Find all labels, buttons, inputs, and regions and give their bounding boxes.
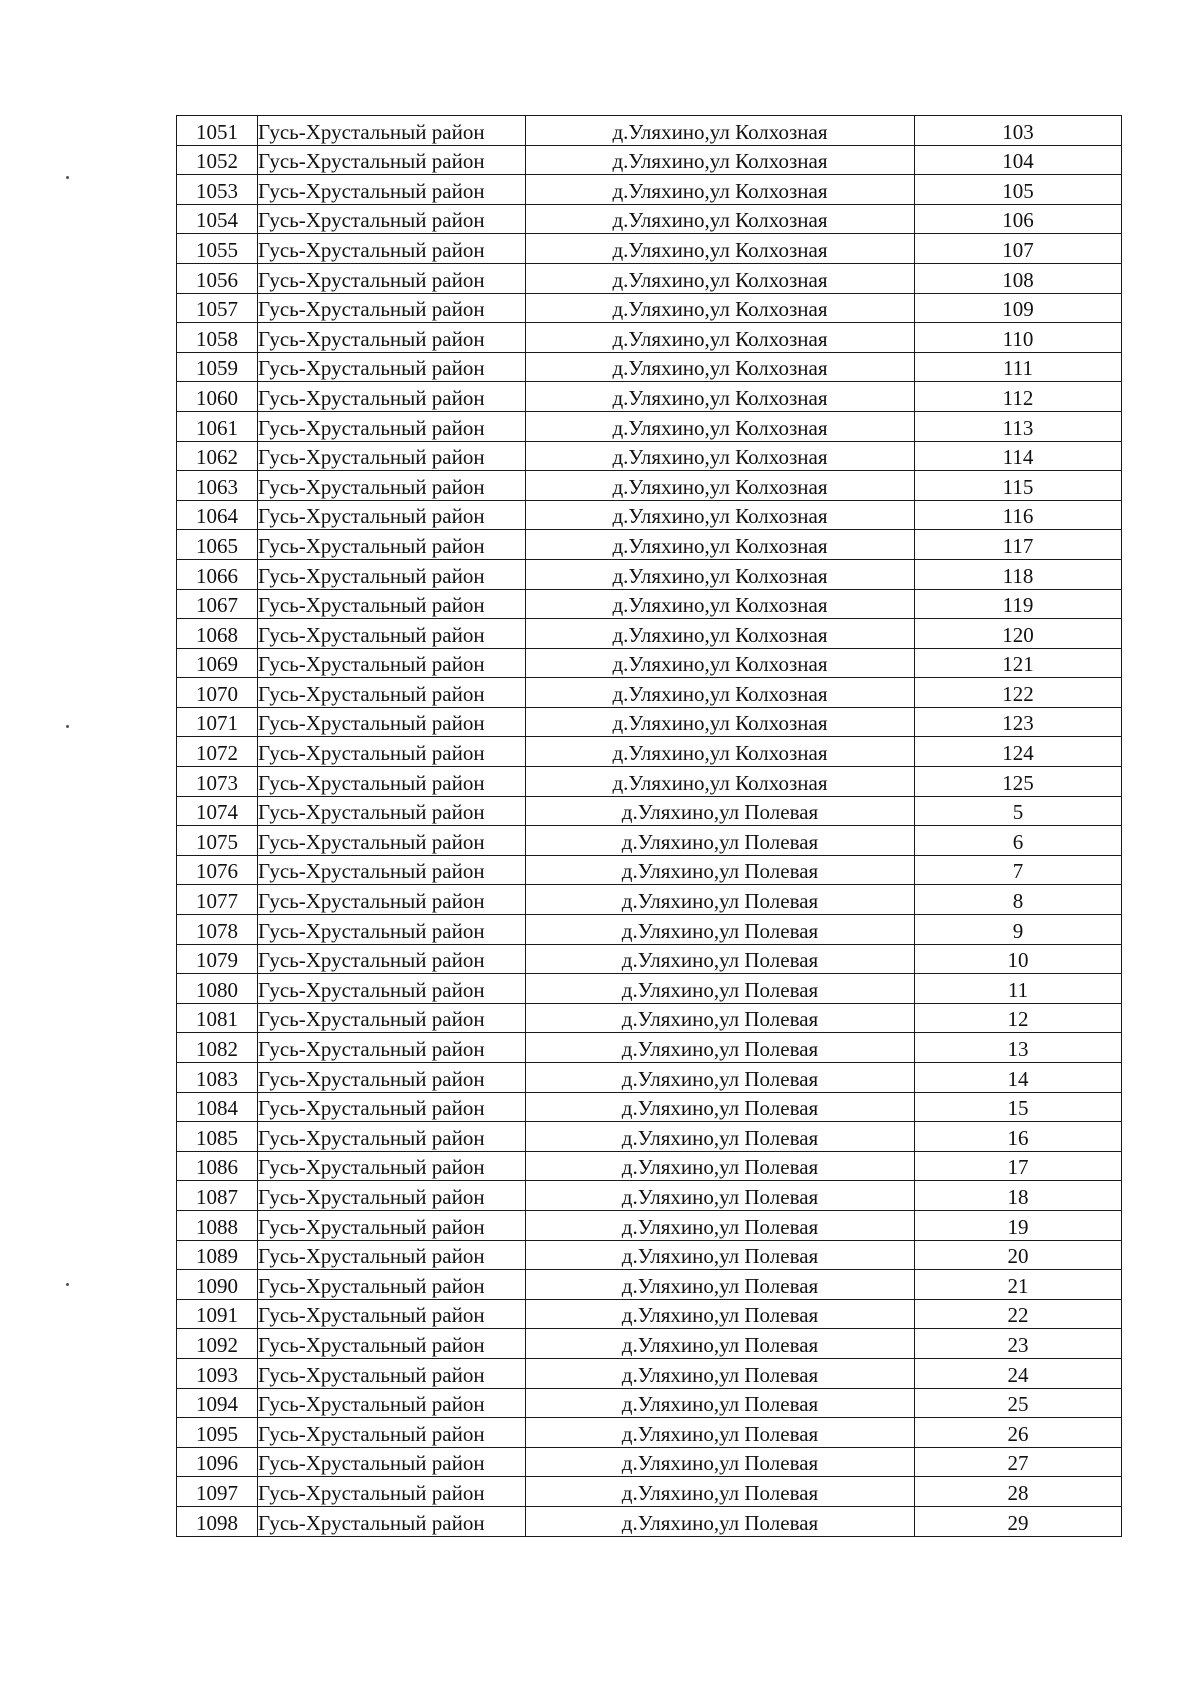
district-cell: Гусь-Хрустальный район [258, 204, 526, 234]
house-number-cell: 15 [915, 1092, 1122, 1122]
address-cell: д.Уляхино,ул Полевая [526, 1003, 915, 1033]
row-number-cell: 1059 [177, 352, 258, 382]
table-row [177, 204, 1122, 234]
row-number-cell: 1092 [177, 1329, 258, 1359]
table-row [177, 767, 1122, 797]
address-cell: д.Уляхино,ул Полевая [526, 1210, 915, 1240]
table-row [177, 1329, 1122, 1359]
table-row [177, 382, 1122, 412]
house-number-cell: 110 [915, 323, 1122, 353]
table-row [177, 530, 1122, 560]
district-cell: Гусь-Хрустальный район [258, 441, 526, 471]
table-row [177, 796, 1122, 826]
address-cell: д.Уляхино,ул Колхозная [526, 589, 915, 619]
table-row [177, 1151, 1122, 1181]
table-row [177, 1122, 1122, 1152]
address-cell: д.Уляхино,ул Полевая [526, 1418, 915, 1448]
table-row [177, 885, 1122, 915]
row-number-cell: 1072 [177, 737, 258, 767]
row-number-cell: 1054 [177, 204, 258, 234]
address-cell: д.Уляхино,ул Колхозная [526, 530, 915, 560]
table-row [177, 116, 1122, 146]
house-number-cell: 9 [915, 915, 1122, 945]
row-number-cell: 1051 [177, 116, 258, 146]
house-number-cell: 106 [915, 204, 1122, 234]
address-cell: д.Уляхино,ул Полевая [526, 915, 915, 945]
table-row [177, 1003, 1122, 1033]
district-cell: Гусь-Хрустальный район [258, 915, 526, 945]
row-number-cell: 1068 [177, 619, 258, 649]
scan-artifact [66, 725, 69, 728]
row-number-cell: 1071 [177, 707, 258, 737]
table-row [177, 589, 1122, 619]
district-cell: Гусь-Хрустальный район [258, 145, 526, 175]
row-number-cell: 1063 [177, 471, 258, 501]
house-number-cell: 120 [915, 619, 1122, 649]
house-number-cell: 116 [915, 500, 1122, 530]
address-cell: д.Уляхино,ул Колхозная [526, 323, 915, 353]
row-number-cell: 1073 [177, 767, 258, 797]
house-number-cell: 8 [915, 885, 1122, 915]
table-row [177, 648, 1122, 678]
table-row [177, 352, 1122, 382]
house-number-cell: 107 [915, 234, 1122, 264]
row-number-cell: 1064 [177, 500, 258, 530]
house-number-cell: 113 [915, 411, 1122, 441]
house-number-cell: 28 [915, 1477, 1122, 1507]
address-cell: д.Уляхино,ул Полевая [526, 1270, 915, 1300]
address-cell: д.Уляхино,ул Полевая [526, 1151, 915, 1181]
house-number-cell: 20 [915, 1240, 1122, 1270]
row-number-cell: 1084 [177, 1092, 258, 1122]
address-cell: д.Уляхино,ул Полевая [526, 1388, 915, 1418]
house-number-cell: 16 [915, 1122, 1122, 1152]
district-cell: Гусь-Хрустальный район [258, 1506, 526, 1536]
district-cell: Гусь-Хрустальный район [258, 1358, 526, 1388]
row-number-cell: 1094 [177, 1388, 258, 1418]
table-row [177, 855, 1122, 885]
row-number-cell: 1083 [177, 1063, 258, 1093]
address-cell: д.Уляхино,ул Колхозная [526, 293, 915, 323]
house-number-cell: 23 [915, 1329, 1122, 1359]
address-cell: д.Уляхино,ул Полевая [526, 1181, 915, 1211]
table-row [177, 1181, 1122, 1211]
address-cell: д.Уляхино,ул Полевая [526, 826, 915, 856]
district-cell: Гусь-Хрустальный район [258, 530, 526, 560]
district-cell: Гусь-Хрустальный район [258, 1329, 526, 1359]
address-cell: д.Уляхино,ул Колхозная [526, 175, 915, 205]
district-cell: Гусь-Хрустальный район [258, 500, 526, 530]
row-number-cell: 1080 [177, 974, 258, 1004]
table-row [177, 263, 1122, 293]
address-cell: д.Уляхино,ул Колхозная [526, 471, 915, 501]
district-cell: Гусь-Хрустальный район [258, 944, 526, 974]
address-cell: д.Уляхино,ул Колхозная [526, 678, 915, 708]
address-cell: д.Уляхино,ул Колхозная [526, 116, 915, 146]
district-cell: Гусь-Хрустальный район [258, 263, 526, 293]
address-cell: д.Уляхино,ул Полевая [526, 796, 915, 826]
district-cell: Гусь-Хрустальный район [258, 1063, 526, 1093]
row-number-cell: 1095 [177, 1418, 258, 1448]
address-cell: д.Уляхино,ул Колхозная [526, 352, 915, 382]
house-number-cell: 125 [915, 767, 1122, 797]
house-number-cell: 115 [915, 471, 1122, 501]
district-cell: Гусь-Хрустальный район [258, 1151, 526, 1181]
district-cell: Гусь-Хрустальный район [258, 767, 526, 797]
house-number-cell: 18 [915, 1181, 1122, 1211]
scan-artifact [66, 1283, 69, 1286]
row-number-cell: 1053 [177, 175, 258, 205]
row-number-cell: 1091 [177, 1299, 258, 1329]
address-cell: д.Уляхино,ул Полевая [526, 1477, 915, 1507]
row-number-cell: 1070 [177, 678, 258, 708]
table-row [177, 678, 1122, 708]
row-number-cell: 1096 [177, 1447, 258, 1477]
address-registry-table [176, 115, 1122, 1537]
table-row [177, 707, 1122, 737]
table-row [177, 944, 1122, 974]
district-cell: Гусь-Хрустальный район [258, 1210, 526, 1240]
district-cell: Гусь-Хрустальный район [258, 411, 526, 441]
address-cell: д.Уляхино,ул Колхозная [526, 411, 915, 441]
district-cell: Гусь-Хрустальный район [258, 293, 526, 323]
address-cell: д.Уляхино,ул Колхозная [526, 204, 915, 234]
district-cell: Гусь-Хрустальный район [258, 1003, 526, 1033]
table-row [177, 1358, 1122, 1388]
house-number-cell: 124 [915, 737, 1122, 767]
house-number-cell: 29 [915, 1506, 1122, 1536]
address-cell: д.Уляхино,ул Полевая [526, 1063, 915, 1093]
district-cell: Гусь-Хрустальный район [258, 737, 526, 767]
district-cell: Гусь-Хрустальный район [258, 678, 526, 708]
district-cell: Гусь-Хрустальный район [258, 234, 526, 264]
house-number-cell: 11 [915, 974, 1122, 1004]
table-row [177, 1092, 1122, 1122]
house-number-cell: 21 [915, 1270, 1122, 1300]
house-number-cell: 109 [915, 293, 1122, 323]
house-number-cell: 104 [915, 145, 1122, 175]
address-cell: д.Уляхино,ул Полевая [526, 1358, 915, 1388]
row-number-cell: 1077 [177, 885, 258, 915]
address-cell: д.Уляхино,ул Колхозная [526, 145, 915, 175]
district-cell: Гусь-Хрустальный район [258, 1388, 526, 1418]
row-number-cell: 1060 [177, 382, 258, 412]
row-number-cell: 1075 [177, 826, 258, 856]
row-number-cell: 1078 [177, 915, 258, 945]
address-cell: д.Уляхино,ул Полевая [526, 1122, 915, 1152]
house-number-cell: 6 [915, 826, 1122, 856]
scan-artifact [66, 176, 69, 179]
house-number-cell: 123 [915, 707, 1122, 737]
row-number-cell: 1067 [177, 589, 258, 619]
row-number-cell: 1074 [177, 796, 258, 826]
table-row [177, 1063, 1122, 1093]
house-number-cell: 108 [915, 263, 1122, 293]
table-row [177, 441, 1122, 471]
district-cell: Гусь-Хрустальный район [258, 974, 526, 1004]
table-row [177, 293, 1122, 323]
district-cell: Гусь-Хрустальный район [258, 559, 526, 589]
row-number-cell: 1052 [177, 145, 258, 175]
table-row [177, 175, 1122, 205]
row-number-cell: 1076 [177, 855, 258, 885]
table-row [177, 1506, 1122, 1536]
house-number-cell: 121 [915, 648, 1122, 678]
district-cell: Гусь-Хрустальный район [258, 352, 526, 382]
row-number-cell: 1065 [177, 530, 258, 560]
address-cell: д.Уляхино,ул Полевая [526, 885, 915, 915]
address-cell: д.Уляхино,ул Полевая [526, 974, 915, 1004]
district-cell: Гусь-Хрустальный район [258, 1092, 526, 1122]
district-cell: Гусь-Хрустальный район [258, 1181, 526, 1211]
address-cell: д.Уляхино,ул Полевая [526, 1240, 915, 1270]
table-row [177, 145, 1122, 175]
table-row [177, 500, 1122, 530]
district-cell: Гусь-Хрустальный район [258, 323, 526, 353]
house-number-cell: 26 [915, 1418, 1122, 1448]
table-row [177, 1033, 1122, 1063]
house-number-cell: 12 [915, 1003, 1122, 1033]
district-cell: Гусь-Хрустальный район [258, 796, 526, 826]
district-cell: Гусь-Хрустальный район [258, 1033, 526, 1063]
house-number-cell: 14 [915, 1063, 1122, 1093]
address-cell: д.Уляхино,ул Колхозная [526, 707, 915, 737]
district-cell: Гусь-Хрустальный район [258, 707, 526, 737]
district-cell: Гусь-Хрустальный район [258, 1477, 526, 1507]
house-number-cell: 111 [915, 352, 1122, 382]
address-cell: д.Уляхино,ул Полевая [526, 1506, 915, 1536]
address-cell: д.Уляхино,ул Колхозная [526, 441, 915, 471]
district-cell: Гусь-Хрустальный район [258, 1270, 526, 1300]
address-cell: д.Уляхино,ул Колхозная [526, 648, 915, 678]
house-number-cell: 114 [915, 441, 1122, 471]
district-cell: Гусь-Хрустальный район [258, 826, 526, 856]
row-number-cell: 1069 [177, 648, 258, 678]
district-cell: Гусь-Хрустальный район [258, 619, 526, 649]
row-number-cell: 1061 [177, 411, 258, 441]
address-cell: д.Уляхино,ул Колхозная [526, 500, 915, 530]
address-cell: д.Уляхино,ул Колхозная [526, 767, 915, 797]
house-number-cell: 112 [915, 382, 1122, 412]
row-number-cell: 1085 [177, 1122, 258, 1152]
address-cell: д.Уляхино,ул Колхозная [526, 559, 915, 589]
row-number-cell: 1062 [177, 441, 258, 471]
house-number-cell: 17 [915, 1151, 1122, 1181]
address-cell: д.Уляхино,ул Колхозная [526, 737, 915, 767]
district-cell: Гусь-Хрустальный район [258, 1240, 526, 1270]
row-number-cell: 1087 [177, 1181, 258, 1211]
table-row [177, 1240, 1122, 1270]
table-row [177, 1270, 1122, 1300]
district-cell: Гусь-Хрустальный район [258, 382, 526, 412]
row-number-cell: 1086 [177, 1151, 258, 1181]
district-cell: Гусь-Хрустальный район [258, 471, 526, 501]
address-cell: д.Уляхино,ул Колхозная [526, 619, 915, 649]
house-number-cell: 22 [915, 1299, 1122, 1329]
district-cell: Гусь-Хрустальный район [258, 885, 526, 915]
row-number-cell: 1093 [177, 1358, 258, 1388]
house-number-cell: 10 [915, 944, 1122, 974]
table-row [177, 1477, 1122, 1507]
house-number-cell: 105 [915, 175, 1122, 205]
table-row [177, 471, 1122, 501]
district-cell: Гусь-Хрустальный район [258, 648, 526, 678]
district-cell: Гусь-Хрустальный район [258, 855, 526, 885]
row-number-cell: 1057 [177, 293, 258, 323]
row-number-cell: 1098 [177, 1506, 258, 1536]
address-cell: д.Уляхино,ул Колхозная [526, 263, 915, 293]
district-cell: Гусь-Хрустальный район [258, 116, 526, 146]
address-cell: д.Уляхино,ул Полевая [526, 1033, 915, 1063]
address-cell: д.Уляхино,ул Полевая [526, 1299, 915, 1329]
row-number-cell: 1090 [177, 1270, 258, 1300]
table-body [177, 116, 1122, 1537]
district-cell: Гусь-Хрустальный район [258, 1299, 526, 1329]
address-cell: д.Уляхино,ул Полевая [526, 1447, 915, 1477]
row-number-cell: 1088 [177, 1210, 258, 1240]
house-number-cell: 122 [915, 678, 1122, 708]
row-number-cell: 1066 [177, 559, 258, 589]
house-number-cell: 19 [915, 1210, 1122, 1240]
address-cell: д.Уляхино,ул Полевая [526, 1329, 915, 1359]
table-row [177, 915, 1122, 945]
address-cell: д.Уляхино,ул Полевая [526, 855, 915, 885]
district-cell: Гусь-Хрустальный район [258, 1418, 526, 1448]
table-row [177, 323, 1122, 353]
district-cell: Гусь-Хрустальный район [258, 175, 526, 205]
address-cell: д.Уляхино,ул Полевая [526, 944, 915, 974]
address-cell: д.Уляхино,ул Колхозная [526, 234, 915, 264]
row-number-cell: 1079 [177, 944, 258, 974]
table-row [177, 737, 1122, 767]
house-number-cell: 118 [915, 559, 1122, 589]
table-row [177, 974, 1122, 1004]
district-cell: Гусь-Хрустальный район [258, 589, 526, 619]
table-row [177, 1447, 1122, 1477]
house-number-cell: 103 [915, 116, 1122, 146]
row-number-cell: 1056 [177, 263, 258, 293]
table-row [177, 411, 1122, 441]
table-row [177, 1388, 1122, 1418]
table-row [177, 1299, 1122, 1329]
row-number-cell: 1082 [177, 1033, 258, 1063]
address-cell: д.Уляхино,ул Колхозная [526, 382, 915, 412]
house-number-cell: 119 [915, 589, 1122, 619]
table-row [177, 234, 1122, 264]
row-number-cell: 1097 [177, 1477, 258, 1507]
house-number-cell: 5 [915, 796, 1122, 826]
row-number-cell: 1081 [177, 1003, 258, 1033]
house-number-cell: 7 [915, 855, 1122, 885]
table-row [177, 1210, 1122, 1240]
row-number-cell: 1055 [177, 234, 258, 264]
district-cell: Гусь-Хрустальный район [258, 1447, 526, 1477]
house-number-cell: 117 [915, 530, 1122, 560]
row-number-cell: 1058 [177, 323, 258, 353]
house-number-cell: 24 [915, 1358, 1122, 1388]
house-number-cell: 13 [915, 1033, 1122, 1063]
table-row [177, 559, 1122, 589]
house-number-cell: 27 [915, 1447, 1122, 1477]
house-number-cell: 25 [915, 1388, 1122, 1418]
table-row [177, 619, 1122, 649]
district-cell: Гусь-Хрустальный район [258, 1122, 526, 1152]
address-cell: д.Уляхино,ул Полевая [526, 1092, 915, 1122]
table-row [177, 826, 1122, 856]
row-number-cell: 1089 [177, 1240, 258, 1270]
table-row [177, 1418, 1122, 1448]
